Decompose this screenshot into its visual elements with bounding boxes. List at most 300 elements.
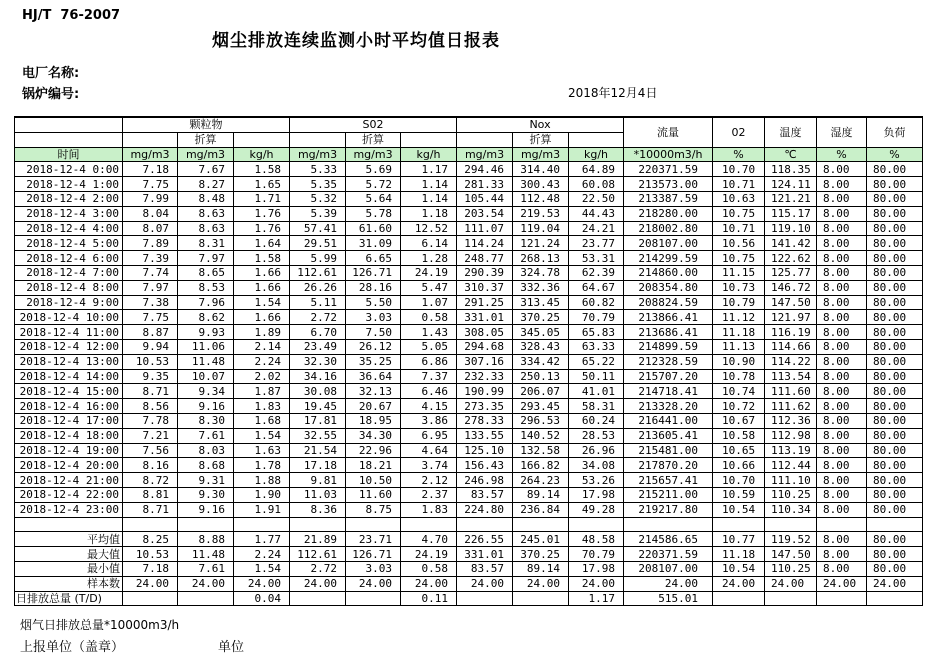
value-cell: 8.00 [817,369,867,384]
unit-cell: % [817,147,867,162]
table-row [15,384,923,399]
value-cell: 0.04 [234,591,290,606]
col-header-o2: 02 [713,117,765,147]
value-cell: 5.35 [290,177,346,192]
value-cell: 332.36 [513,280,569,295]
value-cell: 50.11 [569,369,624,384]
value-cell: 5.32 [290,191,346,206]
value-cell: 11.06 [178,339,234,354]
value-cell: 119.10 [765,221,817,236]
value-cell: 8.68 [178,458,234,473]
value-cell: 7.75 [123,310,178,325]
value-cell: 7.67 [178,162,234,177]
value-cell: 7.78 [123,413,178,428]
time-cell: 2018-12-4 4:00 [15,221,123,236]
value-cell: 126.71 [346,265,401,280]
value-cell: 1.58 [234,251,290,266]
value-cell: 17.81 [290,413,346,428]
value-cell: 105.44 [457,191,513,206]
value-cell: 214899.59 [624,339,713,354]
value-cell: 1.54 [234,561,290,576]
value-cell: 44.43 [569,206,624,221]
value-cell: 7.99 [123,191,178,206]
value-cell: 214860.00 [624,265,713,280]
value-cell: 5.50 [346,295,401,310]
value-cell: 1.54 [234,428,290,443]
empty-cell [401,517,457,532]
header-empty-cell [569,132,624,147]
table-row [15,354,923,369]
value-cell: 10.58 [713,428,765,443]
value-cell: 8.88 [178,532,234,547]
value-cell: 24.00 [290,576,346,591]
value-cell: 11.48 [178,547,234,562]
value-cell [713,591,765,606]
value-cell: 11.18 [713,547,765,562]
value-cell: 213328.20 [624,399,713,414]
value-cell: 6.70 [290,325,346,340]
value-cell: 80.00 [867,251,923,266]
value-cell: 111.10 [765,473,817,488]
value-cell: 250.13 [513,369,569,384]
value-cell: 296.53 [513,413,569,428]
header-empty-cell [15,132,123,147]
table-row [15,206,923,221]
value-cell: 8.75 [346,502,401,517]
value-cell: 65.22 [569,354,624,369]
header-group-row [15,117,923,132]
value-cell: 80.00 [867,221,923,236]
value-cell: 35.25 [346,354,401,369]
summary-label: 平均值 [15,532,123,547]
value-cell: 80.00 [867,428,923,443]
value-cell: 80.00 [867,399,923,414]
value-cell: 218002.80 [624,221,713,236]
value-cell: 9.34 [178,384,234,399]
value-cell: 24.00 [401,576,457,591]
value-cell: 118.35 [765,162,817,177]
value-cell: 80.00 [867,547,923,562]
value-cell: 219217.80 [624,502,713,517]
value-cell: 31.09 [346,236,401,251]
value-cell: 8.00 [817,502,867,517]
value-cell: 9.16 [178,399,234,414]
value-cell: 10.67 [713,413,765,428]
value-cell: 5.69 [346,162,401,177]
value-cell: 24.00 [713,576,765,591]
value-cell: 273.35 [457,399,513,414]
col-header-humidity: 湿度 [817,117,867,147]
value-cell: 62.39 [569,265,624,280]
value-cell: 10.66 [713,458,765,473]
value-cell: 119.52 [765,532,817,547]
value-cell: 26.26 [290,280,346,295]
col-group-so2: S02 [290,117,457,132]
value-cell: 215707.20 [624,369,713,384]
value-cell: 24.19 [401,265,457,280]
value-cell: 217870.20 [624,458,713,473]
value-cell: 8.00 [817,354,867,369]
value-cell: 4.70 [401,532,457,547]
time-cell: 2018-12-4 11:00 [15,325,123,340]
value-cell: 5.47 [401,280,457,295]
value-cell: 208354.80 [624,280,713,295]
col-header-temperature: 温度 [765,117,817,147]
time-cell: 2018-12-4 12:00 [15,339,123,354]
value-cell: 6.14 [401,236,457,251]
table-row [15,280,923,295]
value-cell: 34.16 [290,369,346,384]
value-cell: 19.45 [290,399,346,414]
value-cell: 203.54 [457,206,513,221]
header-empty-cell [401,132,457,147]
value-cell: 1.88 [234,473,290,488]
value-cell [178,591,234,606]
value-cell: 8.00 [817,265,867,280]
empty-cell [178,517,234,532]
value-cell: 8.00 [817,295,867,310]
value-cell: 8.07 [123,221,178,236]
table-row [15,177,923,192]
summary-row [15,547,923,562]
value-cell: 278.33 [457,413,513,428]
value-cell: 10.54 [713,502,765,517]
value-cell: 70.79 [569,310,624,325]
value-cell: 1.78 [234,458,290,473]
value-cell: 10.53 [123,354,178,369]
value-cell: 112.36 [765,413,817,428]
value-cell: 112.44 [765,458,817,473]
value-cell: 8.00 [817,162,867,177]
value-cell: 213387.59 [624,191,713,206]
value-cell: 2.24 [234,547,290,562]
value-cell: 58.31 [569,399,624,414]
value-cell: 1.66 [234,280,290,295]
value-cell: 60.08 [569,177,624,192]
value-cell: 114.24 [457,236,513,251]
time-cell: 2018-12-4 19:00 [15,443,123,458]
value-cell: 17.98 [569,487,624,502]
time-cell: 2018-12-4 23:00 [15,502,123,517]
value-cell: 214718.41 [624,384,713,399]
value-cell: 3.74 [401,458,457,473]
value-cell: 9.30 [178,487,234,502]
value-cell: 7.18 [123,162,178,177]
value-cell: 147.50 [765,295,817,310]
value-cell: 24.21 [569,221,624,236]
value-cell: 7.96 [178,295,234,310]
empty-cell [290,517,346,532]
value-cell: 80.00 [867,487,923,502]
value-cell: 11.13 [713,339,765,354]
value-cell: 7.18 [123,561,178,576]
value-cell: 6.46 [401,384,457,399]
value-cell: 12.52 [401,221,457,236]
value-cell: 8.71 [123,502,178,517]
value-cell: 8.00 [817,561,867,576]
summary-row [15,561,923,576]
value-cell: 8.00 [817,384,867,399]
daily-total-row [15,591,923,606]
value-cell: 30.08 [290,384,346,399]
value-cell: 83.57 [457,487,513,502]
value-cell: 6.65 [346,251,401,266]
value-cell: 8.04 [123,206,178,221]
value-cell: 214299.59 [624,251,713,266]
value-cell: 115.17 [765,206,817,221]
empty-cell [569,517,624,532]
value-cell: 10.70 [713,473,765,488]
value-cell: 41.01 [569,384,624,399]
value-cell: 63.33 [569,339,624,354]
summary-label: 最小值 [15,561,123,576]
value-cell: 114.22 [765,354,817,369]
value-cell: 10.75 [713,206,765,221]
table-row [15,265,923,280]
value-cell: 206.07 [513,384,569,399]
value-cell: 10.73 [713,280,765,295]
value-cell: 26.12 [346,339,401,354]
boiler-no-label: 锅炉编号: [22,87,80,102]
value-cell: 1.18 [401,206,457,221]
value-cell: 126.71 [346,547,401,562]
time-cell: 2018-12-4 5:00 [15,236,123,251]
header-empty-cell [290,132,346,147]
unit-cell: kg/h [401,147,457,162]
empty-cell [817,517,867,532]
value-cell: 328.43 [513,339,569,354]
unit-cell: % [713,147,765,162]
value-cell: 8.00 [817,443,867,458]
value-cell: 1.89 [234,325,290,340]
value-cell: 140.52 [513,428,569,443]
spacer-row [15,517,923,532]
value-cell: 324.78 [513,265,569,280]
value-cell: 114.66 [765,339,817,354]
value-cell: 245.01 [513,532,569,547]
value-cell: 5.78 [346,206,401,221]
value-cell: 208824.59 [624,295,713,310]
value-cell: 10.70 [713,162,765,177]
flue-gas-total-note: 烟气日排放总量*10000m3/h [20,618,180,632]
value-cell: 11.15 [713,265,765,280]
value-cell: 5.99 [290,251,346,266]
value-cell: 57.41 [290,221,346,236]
time-cell: 2018-12-4 14:00 [15,369,123,384]
value-cell: 10.63 [713,191,765,206]
value-cell: 24.00 [867,576,923,591]
value-cell: 268.13 [513,251,569,266]
value-cell: 9.94 [123,339,178,354]
value-cell: 49.28 [569,502,624,517]
value-cell: 7.89 [123,236,178,251]
value-cell: 80.00 [867,339,923,354]
plant-name-label: 电厂名称: [22,66,80,81]
value-cell: 314.40 [513,162,569,177]
value-cell: 1.76 [234,206,290,221]
value-cell: 53.26 [569,473,624,488]
table-row [15,399,923,414]
value-cell: 61.60 [346,221,401,236]
standard-code: HJ/T 76-2007 [22,8,121,23]
col-header-flow: 流量 [624,117,713,147]
value-cell: 119.04 [513,221,569,236]
value-cell: 8.00 [817,399,867,414]
value-cell: 70.79 [569,547,624,562]
value-cell: 32.55 [290,428,346,443]
value-cell: 3.86 [401,413,457,428]
table-row [15,369,923,384]
table-row [15,295,923,310]
value-cell: 10.59 [713,487,765,502]
value-cell: 8.00 [817,547,867,562]
value-cell: 8.72 [123,473,178,488]
value-cell: 10.75 [713,251,765,266]
header-empty-cell [15,117,123,132]
value-cell: 80.00 [867,354,923,369]
table-row [15,162,923,177]
value-cell: 220371.59 [624,162,713,177]
value-cell: 8.31 [178,236,234,251]
value-cell: 10.07 [178,369,234,384]
value-cell: 1.58 [234,162,290,177]
value-cell: 1.54 [234,295,290,310]
value-cell: 11.12 [713,310,765,325]
value-cell: 80.00 [867,561,923,576]
value-cell: 17.18 [290,458,346,473]
value-cell: 112.48 [513,191,569,206]
time-cell: 2018-12-4 22:00 [15,487,123,502]
value-cell: 291.25 [457,295,513,310]
value-cell: 21.89 [290,532,346,547]
value-cell: 1.28 [401,251,457,266]
value-cell: 23.71 [346,532,401,547]
value-cell: 80.00 [867,295,923,310]
value-cell: 9.31 [178,473,234,488]
value-cell: 1.66 [234,310,290,325]
value-cell: 8.00 [817,487,867,502]
value-cell: 80.00 [867,280,923,295]
value-cell: 9.93 [178,325,234,340]
time-cell: 2018-12-4 16:00 [15,399,123,414]
value-cell: 8.63 [178,221,234,236]
value-cell: 5.64 [346,191,401,206]
value-cell: 212328.59 [624,354,713,369]
value-cell: 2.02 [234,369,290,384]
value-cell: 7.38 [123,295,178,310]
value-cell: 111.62 [765,399,817,414]
value-cell: 53.31 [569,251,624,266]
value-cell: 300.43 [513,177,569,192]
value-cell: 48.58 [569,532,624,547]
value-cell: 125.10 [457,443,513,458]
table-row [15,251,923,266]
empty-cell [234,517,290,532]
value-cell [817,591,867,606]
value-cell: 8.87 [123,325,178,340]
empty-cell [15,517,123,532]
value-cell: 264.23 [513,473,569,488]
value-cell: 10.79 [713,295,765,310]
value-cell: 10.71 [713,221,765,236]
col-group-particulate: 颗粒物 [123,117,290,132]
value-cell: 29.51 [290,236,346,251]
value-cell: 8.53 [178,280,234,295]
value-cell: 24.00 [513,576,569,591]
value-cell: 80.00 [867,458,923,473]
value-cell: 60.24 [569,413,624,428]
time-cell: 2018-12-4 10:00 [15,310,123,325]
value-cell: 1.77 [234,532,290,547]
time-cell: 2018-12-4 1:00 [15,177,123,192]
converted-label-nox: 折算 [513,132,569,147]
value-cell: 1.83 [234,399,290,414]
value-cell: 1.83 [401,502,457,517]
value-cell: 293.45 [513,399,569,414]
value-cell: 8.63 [178,206,234,221]
value-cell: 7.56 [123,443,178,458]
value-cell: 331.01 [457,310,513,325]
value-cell: 8.30 [178,413,234,428]
value-cell: 1.14 [401,191,457,206]
value-cell: 80.00 [867,265,923,280]
units-row [15,147,923,162]
value-cell: 121.97 [765,310,817,325]
value-cell: 8.65 [178,265,234,280]
time-cell: 2018-12-4 20:00 [15,458,123,473]
value-cell: 26.96 [569,443,624,458]
value-cell: 112.61 [290,265,346,280]
empty-cell [867,517,923,532]
table-row [15,191,923,206]
unit-cell: mg/m3 [457,147,513,162]
value-cell: 226.55 [457,532,513,547]
value-cell: 3.03 [346,561,401,576]
value-cell: 1.65 [234,177,290,192]
value-cell: 64.67 [569,280,624,295]
value-cell: 313.45 [513,295,569,310]
value-cell: 8.00 [817,191,867,206]
time-cell: 2018-12-4 15:00 [15,384,123,399]
table-row [15,473,923,488]
value-cell: 9.16 [178,502,234,517]
value-cell: 7.74 [123,265,178,280]
header-empty-cell [123,132,178,147]
value-cell [290,591,346,606]
value-cell: 1.91 [234,502,290,517]
value-cell: 8.00 [817,236,867,251]
value-cell: 112.98 [765,428,817,443]
value-cell: 24.00 [234,576,290,591]
value-cell: 111.60 [765,384,817,399]
value-cell: 1.71 [234,191,290,206]
value-cell: 8.36 [290,502,346,517]
value-cell: 7.21 [123,428,178,443]
value-cell: 24.00 [457,576,513,591]
value-cell: 147.50 [765,547,817,562]
empty-cell [713,517,765,532]
time-column-header: 时间 [15,147,123,162]
table-body [15,162,923,606]
value-cell: 5.72 [346,177,401,192]
value-cell: 122.62 [765,251,817,266]
value-cell: 146.72 [765,280,817,295]
value-cell: 10.50 [346,473,401,488]
value-cell [513,591,569,606]
value-cell: 80.00 [867,236,923,251]
value-cell: 8.56 [123,399,178,414]
value-cell: 166.82 [513,458,569,473]
